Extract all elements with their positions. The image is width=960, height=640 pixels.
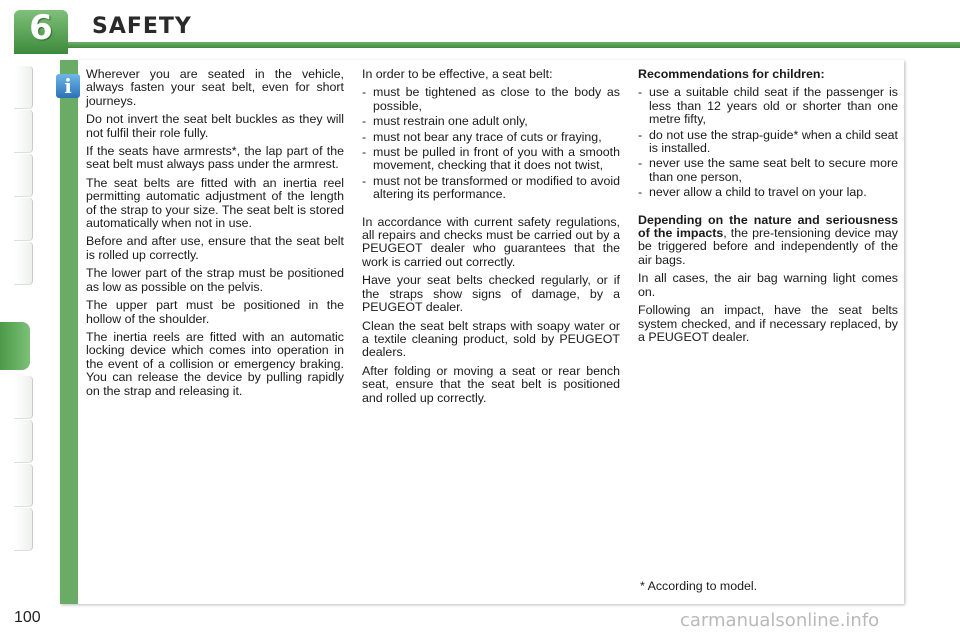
- list-item: - use a suitable child seat if the passenger is less than 12 years old or shorter than one metre fifty,: [638, 86, 898, 126]
- side-tab-10[interactable]: [14, 508, 33, 551]
- header-bar: [60, 42, 960, 48]
- list-item: - never use the same seat belt to secure more than one person,: [638, 157, 898, 184]
- bold-lead: Depending on the nature and seriousness of the impacts: [638, 212, 898, 241]
- seat-belt-requirements-list: [362, 86, 620, 201]
- paragraph-rest: , the pre-tensioning device may be triggered before and independently of the air bags.: [638, 226, 898, 267]
- list-item: - never allow a child to travel on your lap.: [638, 186, 898, 199]
- side-tab-7[interactable]: [14, 376, 33, 419]
- page-number: 100: [14, 609, 41, 626]
- section-heading: Recommendations for children:: [638, 67, 825, 81]
- side-tab-5[interactable]: [14, 242, 33, 285]
- paragraph: Wherever you are seated in the vehicle, always fasten your seat belt, even for short journeys.: [86, 67, 344, 108]
- side-tabs: [0, 60, 36, 580]
- paragraph: [638, 214, 898, 268]
- side-tab-9[interactable]: [14, 464, 33, 507]
- paragraph: The seat belts are fitted with an inertia reel permitting automatic adjustment of the length of the strap to your size. The seat belt is stored automatically when not in use.: [86, 175, 344, 231]
- paragraph: Before and after use, ensure that the seat belt is rolled up correctly.: [86, 234, 344, 262]
- side-tab-8[interactable]: [14, 420, 33, 463]
- chapter-number: 6: [29, 8, 53, 48]
- paragraph: In all cases, the air bag warning light comes on.: [638, 271, 898, 299]
- side-tab-3[interactable]: [14, 154, 33, 197]
- list-item: - do not use the strap-guide* when a child seat is installed.: [638, 129, 898, 156]
- list-item: - must not be transformed or modified to avoid altering its performance.: [362, 175, 620, 202]
- watermark: carmanualsonline.info: [680, 610, 880, 631]
- list-item: - must be tightened as close to the body as possible,: [362, 86, 620, 113]
- column-1: [86, 68, 344, 403]
- page-title: SAFETY: [92, 14, 192, 39]
- info-icon: i: [56, 74, 80, 98]
- paragraph: Have your seat belts checked regularly, or if the straps show signs of damage, by a PEUGEOT dealer.: [362, 273, 620, 315]
- column-3: [638, 68, 898, 349]
- side-tab-1[interactable]: [14, 66, 33, 109]
- list-item: - must restrain one adult only,: [362, 115, 620, 128]
- paragraph: The lower part of the strap must be positioned as low as possible on the pelvis.: [86, 266, 344, 294]
- paragraph: The upper part must be positioned in the hollow of the shoulder.: [86, 298, 344, 326]
- paragraph: In accordance with current safety regulations, all repairs and checks must be carried out by a PEUGEOT dealer who guarantees that the work is carried out correctly.: [362, 214, 620, 269]
- paragraph: The inertia reels are fitted with an automatic locking device which comes into operation in the event of a collision or emergency braking. You can release the device by pulling rapidly on the strap and releasing it.: [86, 329, 344, 398]
- side-tab-6-active[interactable]: [0, 322, 30, 370]
- list-item: - must not bear any trace of cuts or fraying,: [362, 131, 620, 144]
- column-2: [362, 68, 620, 410]
- paragraph: Following an impact, have the seat belts system checked, and if necessary replaced, by a PEUGEOT dealer.: [638, 303, 898, 344]
- side-tab-2[interactable]: [14, 110, 33, 153]
- paragraph: If the seats have armrests*, the lap part of the seat belt must always pass under the armrest.: [86, 144, 344, 172]
- paragraph: In order to be effective, a seat belt:: [362, 67, 553, 81]
- side-tab-4[interactable]: [14, 198, 33, 241]
- page-header: [0, 0, 960, 54]
- children-recommendations-list: [638, 86, 898, 199]
- list-item: - must be pulled in front of you with a smooth movement, checking that it does not twist,: [362, 146, 620, 173]
- paragraph: After folding or moving a seat or rear bench seat, ensure that the seat belt is positioned and rolled up correctly.: [362, 363, 620, 405]
- paragraph: Clean the seat belt straps with soapy water or a textile cleaning product, sold by PEUGEOT dealers.: [362, 318, 620, 360]
- paragraph: Do not invert the seat belt buckles as they will not fulfil their role fully.: [86, 112, 344, 140]
- footnote: * According to model.: [640, 579, 758, 593]
